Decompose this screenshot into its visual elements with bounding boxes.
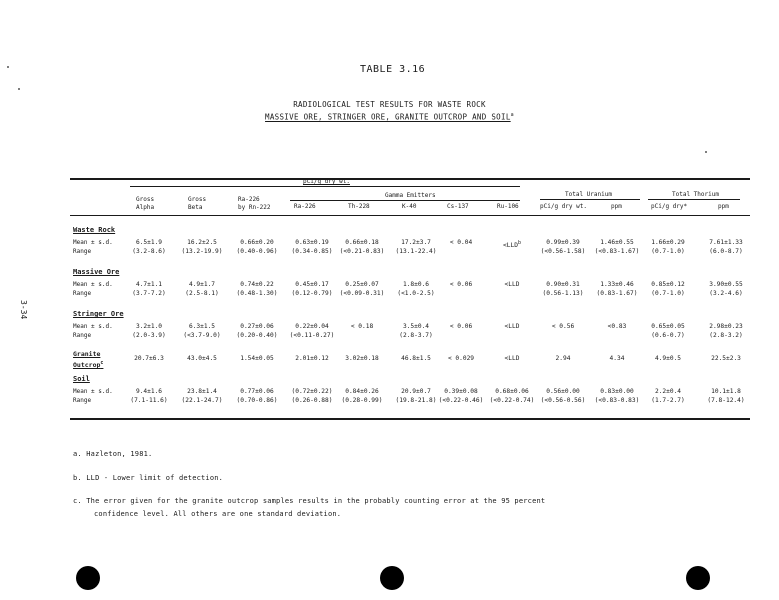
row-label-range: Range <box>73 247 92 255</box>
cell-value: 3.5±0.4 <box>402 323 430 330</box>
cell-range: (0.40-0.96) <box>236 247 278 255</box>
cell-range: (0.6-0.7) <box>651 331 685 339</box>
gross-beta-header <box>188 196 206 212</box>
cell-range: (0.70-0.86) <box>236 396 278 404</box>
cell-range: (0.83-1.67) <box>596 289 638 297</box>
cell-value: < 0.18 <box>350 323 374 330</box>
cell-value: 0.25±0.07 <box>345 281 379 288</box>
cell-value: < 0.04 <box>449 239 473 246</box>
cell-range: (<0.11-0.27) <box>289 331 335 339</box>
gross-beta-line2: Beta <box>188 204 203 211</box>
cell-range: (0.20-0.40) <box>236 331 278 339</box>
cell-range: (3.2-4.6) <box>709 289 743 297</box>
cell-range: (0.26-0.88) <box>291 396 333 404</box>
cell-value: 20.9±0.7 <box>401 388 431 395</box>
cell-value: 3.02±0.18 <box>345 355 379 362</box>
row-label-mean: Mean ± s.d. <box>73 323 113 330</box>
footnote-b: b. LLD - Lower limit of detection. <box>73 474 224 482</box>
cell-range: (<0.21-0.83) <box>339 247 385 255</box>
cell-value: <LLD <box>504 323 520 330</box>
thorium-span-rule <box>648 199 740 200</box>
cell-value: 2.2±0.4 <box>654 388 682 395</box>
table-bottom-rule <box>70 418 750 420</box>
cell-value: 6.5±1.9 <box>135 239 163 246</box>
footnote-marker: c <box>100 360 104 366</box>
table-cell <box>696 239 756 256</box>
cell-value: <0.83 <box>607 323 627 330</box>
row-label <box>73 323 113 340</box>
cell-value: 10.1±1.8 <box>711 388 741 395</box>
row-label-mean: Mean ± s.d. <box>73 281 113 288</box>
table-cell <box>332 239 392 256</box>
total-uranium-header: Total Uranium <box>565 191 612 198</box>
uranium-span-rule <box>540 199 640 200</box>
scan-speck <box>18 88 20 90</box>
cell-value: <LLD <box>504 281 520 288</box>
table-cell <box>227 388 287 405</box>
gamma-col-ra226: Ra-226 <box>294 203 316 210</box>
cell-value: 1.54±0.05 <box>240 355 274 362</box>
cell-range: (0.56-1.13) <box>542 289 584 297</box>
table-cell <box>533 281 593 298</box>
cell-range: (<0.22-0.74) <box>489 396 535 404</box>
ra226-rn222-line2: by Rn-222 <box>238 204 271 211</box>
cell-value: 0.39±0.08 <box>444 388 478 395</box>
group-label: Waste Rock <box>73 226 116 234</box>
table-cell <box>172 239 232 256</box>
table-cell <box>227 355 287 364</box>
scan-speck <box>705 151 707 153</box>
table-cell <box>119 239 179 256</box>
cell-value: 1.33±0.46 <box>600 281 634 288</box>
table-cell <box>332 388 392 405</box>
cell-value: 0.85±0.12 <box>651 281 685 288</box>
cell-value: 20.7±6.3 <box>134 355 164 362</box>
table-cell <box>696 355 756 364</box>
cell-value: $<LLD^b$ <box>503 240 521 250</box>
cell-value: 0.74±0.22 <box>240 281 274 288</box>
cell-range: (19.8-21.8) <box>395 396 437 404</box>
cell-value: 0.65±0.05 <box>651 323 685 330</box>
cell-value: 17.2±3.7 <box>401 239 431 246</box>
cell-value: 0.63±0.19 <box>295 239 329 246</box>
group-label: Soil <box>73 375 90 383</box>
ra226-rn222-header <box>238 196 271 212</box>
cell-value: 0.83±0.00 <box>600 388 634 395</box>
table-cell <box>119 388 179 405</box>
row-label <box>73 281 113 298</box>
table-top-rule <box>70 178 750 180</box>
table-cell <box>227 323 287 340</box>
cell-value: < 0.029 <box>447 355 475 362</box>
row-label-mean: Mean ± s.d. <box>73 239 113 246</box>
cell-value: 0.27±0.06 <box>240 323 274 330</box>
cell-range: (13.2-19.9) <box>181 247 223 255</box>
table-cell <box>227 281 287 298</box>
cell-value: 0.99±0.39 <box>546 239 580 246</box>
table-cell <box>533 239 593 256</box>
cell-range: (2.0-3.9) <box>132 331 166 339</box>
total-thorium-header: Total Thorium <box>672 191 719 198</box>
punch-hole-center <box>380 566 404 590</box>
cell-range: (7.1-11.6) <box>130 396 168 404</box>
cell-range: (<0.83-0.83) <box>594 396 640 404</box>
thorium-col-pci: pCi/g dry* <box>651 203 688 210</box>
row-label <box>73 239 113 256</box>
footnote-c-line1: c. The error given for the granite outcrop samples results in the probably counting error at the 95 percent <box>73 497 546 505</box>
cell-range: (13.1-22.4) <box>395 247 437 255</box>
gamma-col-ru106: Ru-106 <box>497 203 519 210</box>
table-cell <box>227 239 287 256</box>
cell-value: <LLD <box>504 355 520 362</box>
cell-value: 6.3±1.5 <box>188 323 216 330</box>
cell-value: 3.2±1.0 <box>135 323 163 330</box>
cell-range: (1.7-2.7) <box>651 396 685 404</box>
uranium-col-pci: pCi/g dry wt. <box>540 203 587 210</box>
cell-value: 0.90±0.31 <box>546 281 580 288</box>
table-cell <box>533 355 593 364</box>
cell-range: (0.48-1.30) <box>236 289 278 297</box>
cell-range: (<0.56-0.56) <box>540 396 586 404</box>
uranium-col-ppm: ppm <box>611 203 622 210</box>
table-cell <box>332 323 392 332</box>
ra226-rn222-line1: Ra-226 <box>238 196 260 203</box>
table-cell <box>638 239 698 256</box>
group-label: Massive Ore <box>73 268 120 276</box>
row-label-mean: Mean ± s.d. <box>73 388 113 395</box>
cell-value: (0.72±0.22) <box>291 388 333 395</box>
cell-value: 0.56±0.00 <box>546 388 580 395</box>
table-cell <box>172 355 232 364</box>
cell-value: 4.34 <box>609 355 625 362</box>
gross-alpha-header <box>136 196 154 212</box>
scan-speck <box>7 66 9 68</box>
gamma-col-th228: Th-228 <box>348 203 370 210</box>
cell-value: 43.0±4.5 <box>187 355 217 362</box>
cell-range: (2.8-3.2) <box>709 331 743 339</box>
pci-dry-wt-header: pCi/g dry wt. <box>303 178 350 185</box>
cell-range: (0.28-0.99) <box>341 396 383 404</box>
footnote-a: a. Hazleton, 1981. <box>73 450 153 458</box>
cell-value: 0.66±0.18 <box>345 239 379 246</box>
group-label <box>73 350 103 370</box>
pci-span-rule <box>130 186 520 187</box>
cell-value: 2.94 <box>555 355 571 362</box>
group-label: Stringer Ore <box>73 310 124 318</box>
cell-range: (0.7-1.0) <box>651 289 685 297</box>
gross-alpha-line1: Gross <box>136 196 155 203</box>
punch-hole-right <box>686 566 710 590</box>
table-cell <box>332 281 392 298</box>
caption-line2-text: MASSIVE ORE, STRINGER ORE, GRANITE OUTCROP AND SOIL <box>265 112 511 122</box>
cell-range: (3.2-8.6) <box>132 247 166 255</box>
row-label-range: Range <box>73 289 92 297</box>
cell-range: (7.8-12.4) <box>707 396 745 404</box>
group-label-line: Granite <box>73 350 101 358</box>
cell-value: 0.45±0.17 <box>295 281 329 288</box>
cell-range: (6.0-8.7) <box>709 247 743 255</box>
cell-range: (<0.56-1.58) <box>540 247 586 255</box>
cell-value: 16.2±2.5 <box>187 239 217 246</box>
cell-value: 1.8±0.6 <box>402 281 430 288</box>
table-cell <box>696 281 756 298</box>
side-page-number: 3-34 <box>19 300 28 320</box>
cell-range: (0.34-0.85) <box>291 247 333 255</box>
table-cell <box>638 355 698 364</box>
table-cell <box>696 388 756 405</box>
cell-value: 3.90±0.55 <box>709 281 743 288</box>
table-title: TABLE 3.16 <box>360 64 426 75</box>
cell-range: (<0.22-0.46) <box>438 396 484 404</box>
cell-value: 46.8±1.5 <box>401 355 431 362</box>
cell-value: 7.61±1.33 <box>709 239 743 246</box>
table-cell <box>696 323 756 340</box>
cell-value: 0.66±0.20 <box>240 239 274 246</box>
cell-range: (22.1-24.7) <box>181 396 223 404</box>
cell-value: 1.46±0.55 <box>600 239 634 246</box>
table-cell <box>638 281 698 298</box>
cell-value: < 0.06 <box>449 323 473 330</box>
table-cell <box>638 323 698 340</box>
cell-value: 9.4±1.6 <box>135 388 163 395</box>
row-label-range: Range <box>73 331 92 339</box>
table-caption-line2 <box>0 112 779 122</box>
cell-value: 0.68±0.06 <box>495 388 529 395</box>
cell-value: 2.98±0.23 <box>709 323 743 330</box>
cell-range: (<1.0-2.5) <box>397 289 435 297</box>
cell-value: 23.8±1.4 <box>187 388 217 395</box>
table-cell <box>533 388 593 405</box>
group-label-line: Outcrop$^c$ <box>73 360 104 370</box>
gamma-emitters-header: Gamma Emitters <box>385 192 436 199</box>
cell-value: 4.9±0.5 <box>654 355 682 362</box>
table-cell <box>638 388 698 405</box>
cell-range: (<0.83-1.67) <box>594 247 640 255</box>
cell-range: (2.8-3.7) <box>399 331 433 339</box>
cell-value: 22.5±2.3 <box>711 355 741 362</box>
cell-value: < 0.56 <box>551 323 575 330</box>
cell-value: 4.9±1.7 <box>188 281 216 288</box>
footnote-marker: b <box>517 240 521 246</box>
table-caption-line1: RADIOLOGICAL TEST RESULTS FOR WASTE ROCK <box>293 100 486 109</box>
table-cell <box>119 355 179 364</box>
table-cell <box>119 281 179 298</box>
cell-range: (2.5-8.1) <box>185 289 219 297</box>
cell-range: (<0.09-0.31) <box>339 289 385 297</box>
gross-alpha-line2: Alpha <box>136 204 155 211</box>
gross-beta-line1: Gross <box>188 196 207 203</box>
table-cell <box>332 355 392 364</box>
gamma-col-k40: K-40 <box>402 203 417 210</box>
table-cell <box>533 323 593 332</box>
cell-value: 0.84±0.26 <box>345 388 379 395</box>
cell-value: 2.01±0.12 <box>295 355 329 362</box>
cell-range: (3.7-7.2) <box>132 289 166 297</box>
cell-value: 1.66±0.29 <box>651 239 685 246</box>
cell-range: (<3.7-9.0) <box>183 331 221 339</box>
row-label-range: Range <box>73 396 92 404</box>
table-cell <box>172 281 232 298</box>
cell-range: (0.12-0.79) <box>291 289 333 297</box>
row-label <box>73 388 113 405</box>
cell-value: 0.77±0.06 <box>240 388 274 395</box>
cell-value: < 0.06 <box>449 281 473 288</box>
cell-range: (0.7-1.0) <box>651 247 685 255</box>
cell-value: 0.22±0.04 <box>295 323 329 330</box>
gamma-col-cs137: Cs-137 <box>447 203 469 210</box>
thorium-col-ppm: ppm <box>718 203 729 210</box>
caption-footnote-marker: a <box>510 112 514 118</box>
cell-value: 4.7±1.1 <box>135 281 163 288</box>
table-cell <box>119 323 179 340</box>
punch-hole-left <box>76 566 100 590</box>
table-cell <box>172 388 232 405</box>
table-header-rule <box>70 215 750 216</box>
gamma-span-rule <box>290 200 520 201</box>
table-cell <box>172 323 232 340</box>
footnote-c-line2: confidence level. All others are one standard deviation. <box>94 510 342 518</box>
